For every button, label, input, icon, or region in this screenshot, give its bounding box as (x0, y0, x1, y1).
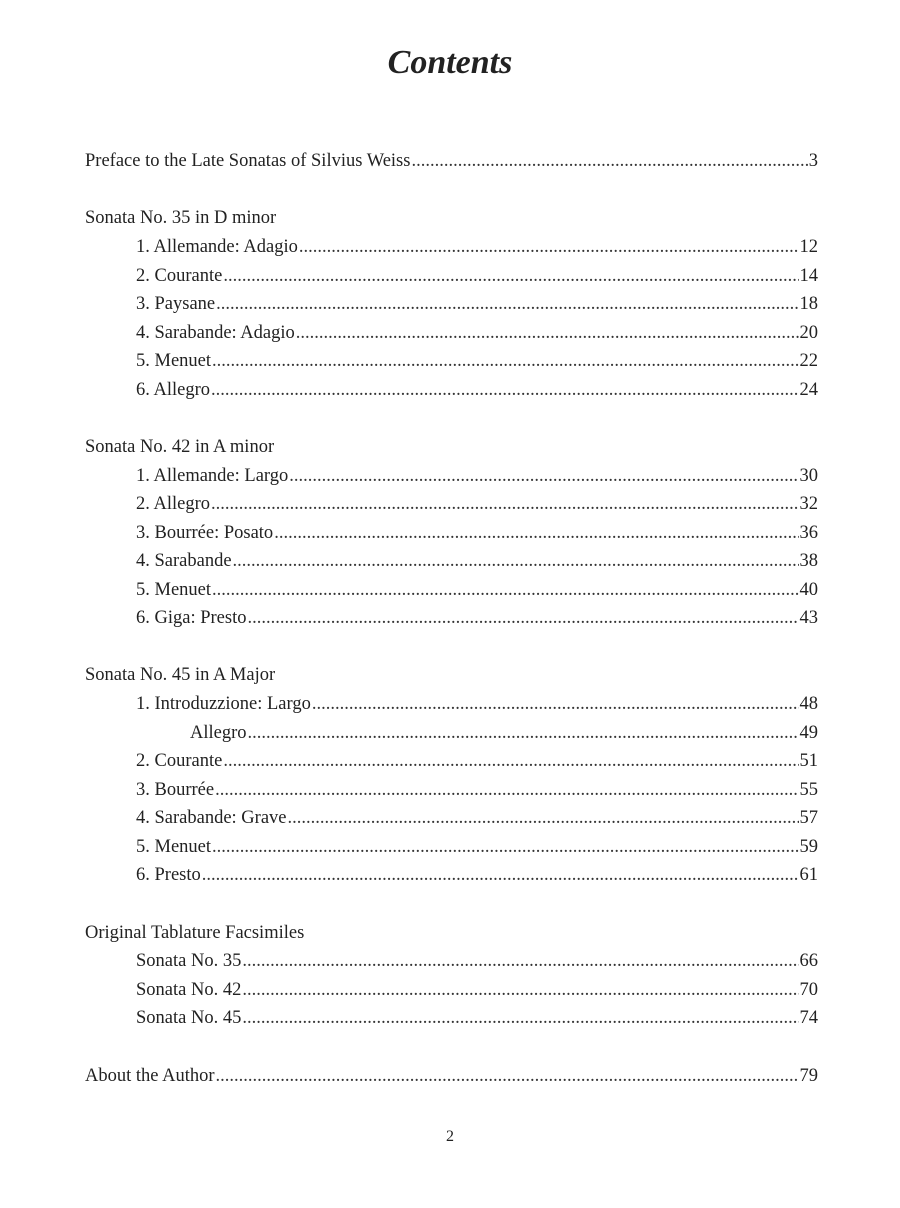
dot-leader (223, 748, 798, 774)
toc-entry-label: Allegro (190, 723, 247, 743)
toc-entry-page: 51 (799, 751, 818, 771)
toc-entry-label: 1. Allemande: Largo (136, 466, 289, 486)
toc-entry-label: 5. Menuet (136, 351, 212, 371)
toc-entry[interactable] (136, 977, 818, 1003)
toc-entry-label: 2. Courante (136, 266, 223, 286)
dot-leader (233, 548, 799, 574)
toc-entry[interactable] (136, 234, 818, 260)
toc-entry-label: About the Author (85, 1066, 215, 1086)
toc-entry-label: Preface to the Late Sonatas of Silvius Weiss (85, 151, 411, 171)
toc-entry-page: 36 (799, 523, 818, 543)
toc-entry-page: 30 (799, 466, 818, 486)
toc-entry-page: 24 (799, 380, 818, 400)
toc-entry-page: 48 (799, 694, 818, 714)
toc-entry-label: 5. Menuet (136, 580, 212, 600)
toc-entry-page: 57 (799, 808, 818, 828)
toc-entry-page: 22 (799, 351, 818, 371)
toc-entry[interactable] (136, 320, 818, 346)
toc-entry[interactable] (136, 805, 818, 831)
page-number: 2 (446, 1128, 454, 1145)
toc-entry[interactable] (136, 291, 818, 317)
toc-entry[interactable] (136, 520, 818, 546)
toc-entry[interactable] (136, 834, 818, 860)
toc-entry-label: Sonata No. 45 (136, 1008, 242, 1028)
toc-entry-preface[interactable] (85, 148, 818, 174)
toc-entry[interactable] (190, 720, 818, 746)
toc-entry-page: 79 (799, 1066, 818, 1086)
toc-entry-label: 2. Courante (136, 751, 223, 771)
toc-entry-label: 6. Presto (136, 865, 201, 885)
toc-entry-label: 3. Paysane (136, 294, 216, 314)
toc-entry-label: 4. Sarabande: Adagio (136, 323, 295, 343)
toc-entry-label: 1. Allemande: Adagio (136, 237, 298, 257)
dot-leader (289, 463, 798, 489)
toc-entry[interactable] (136, 577, 818, 603)
dot-leader (411, 148, 807, 174)
dot-leader (211, 377, 799, 403)
toc-entry[interactable] (136, 463, 818, 489)
dot-leader (242, 977, 798, 1003)
toc-entry-label: Sonata No. 35 (136, 951, 242, 971)
toc-entry-page: 32 (799, 494, 818, 514)
toc-entry-about-author[interactable] (85, 1063, 818, 1089)
toc-entry-page: 74 (799, 1008, 818, 1028)
toc-entry[interactable] (136, 777, 818, 803)
dot-leader (216, 1063, 799, 1089)
toc-entry[interactable] (136, 263, 818, 289)
toc-entry-page: 14 (799, 266, 818, 286)
dot-leader (212, 348, 798, 374)
toc-entry[interactable] (136, 948, 818, 974)
dot-leader (212, 834, 798, 860)
dot-leader (247, 605, 798, 631)
toc-entry-page: 61 (799, 865, 818, 885)
dot-leader (212, 577, 798, 603)
toc-entry-label: 5. Menuet (136, 837, 212, 857)
toc-entry-page: 70 (799, 980, 818, 1000)
toc-entry-page: 40 (799, 580, 818, 600)
dot-leader (211, 491, 799, 517)
toc-entry-label: 3. Bourrée: Posato (136, 523, 274, 543)
toc-entry-page: 55 (799, 780, 818, 800)
section-heading-sonata-35: Sonata No. 35 in D minor (85, 208, 277, 228)
dot-leader (274, 520, 798, 546)
toc-entry-page: 20 (799, 323, 818, 343)
toc-entry[interactable] (136, 348, 818, 374)
toc-entry-label: 3. Bourrée (136, 780, 215, 800)
toc-entry-page: 18 (799, 294, 818, 314)
dot-leader (242, 1005, 798, 1031)
toc-entry-page: 38 (799, 551, 818, 571)
toc-entry-page: 49 (799, 723, 818, 743)
toc-entry[interactable] (136, 691, 818, 717)
dot-leader (248, 720, 799, 746)
toc-entry[interactable] (136, 862, 818, 888)
toc-entry-page: 59 (799, 837, 818, 857)
dot-leader (202, 862, 799, 888)
dot-leader (299, 234, 799, 260)
toc-entry-label: 6. Allegro (136, 380, 210, 400)
dot-leader (216, 291, 798, 317)
toc-entry-page: 43 (799, 608, 818, 628)
toc-entry[interactable] (136, 748, 818, 774)
toc-entry[interactable] (136, 548, 818, 574)
section-heading-sonata-45: Sonata No. 45 in A Major (85, 665, 276, 685)
section-heading-facsimiles: Original Tablature Facsimiles (85, 923, 305, 943)
toc-entry-label: 4. Sarabande: Grave (136, 808, 287, 828)
dot-leader (215, 777, 798, 803)
dot-leader (223, 263, 798, 289)
toc-entry-label: 2. Allegro (136, 494, 210, 514)
section-heading-sonata-42: Sonata No. 42 in A minor (85, 437, 275, 457)
dot-leader (242, 948, 798, 974)
dot-leader (288, 805, 799, 831)
toc-entry-label: Sonata No. 42 (136, 980, 242, 1000)
toc-entry-label: 1. Introduzzione: Largo (136, 694, 311, 714)
dot-leader (296, 320, 799, 346)
page-title: Contents (387, 44, 513, 81)
toc-entry-page: 12 (799, 237, 818, 257)
dot-leader (312, 691, 799, 717)
toc-entry-page: 3 (808, 151, 818, 171)
toc-entry[interactable] (136, 1005, 818, 1031)
toc-entry[interactable] (136, 377, 818, 403)
toc-entry-label: 6. Giga: Presto (136, 608, 247, 628)
toc-entry-label: 4. Sarabande (136, 551, 232, 571)
toc-entry-page: 66 (799, 951, 818, 971)
toc-entry[interactable] (136, 491, 818, 517)
toc-entry[interactable] (136, 605, 818, 631)
